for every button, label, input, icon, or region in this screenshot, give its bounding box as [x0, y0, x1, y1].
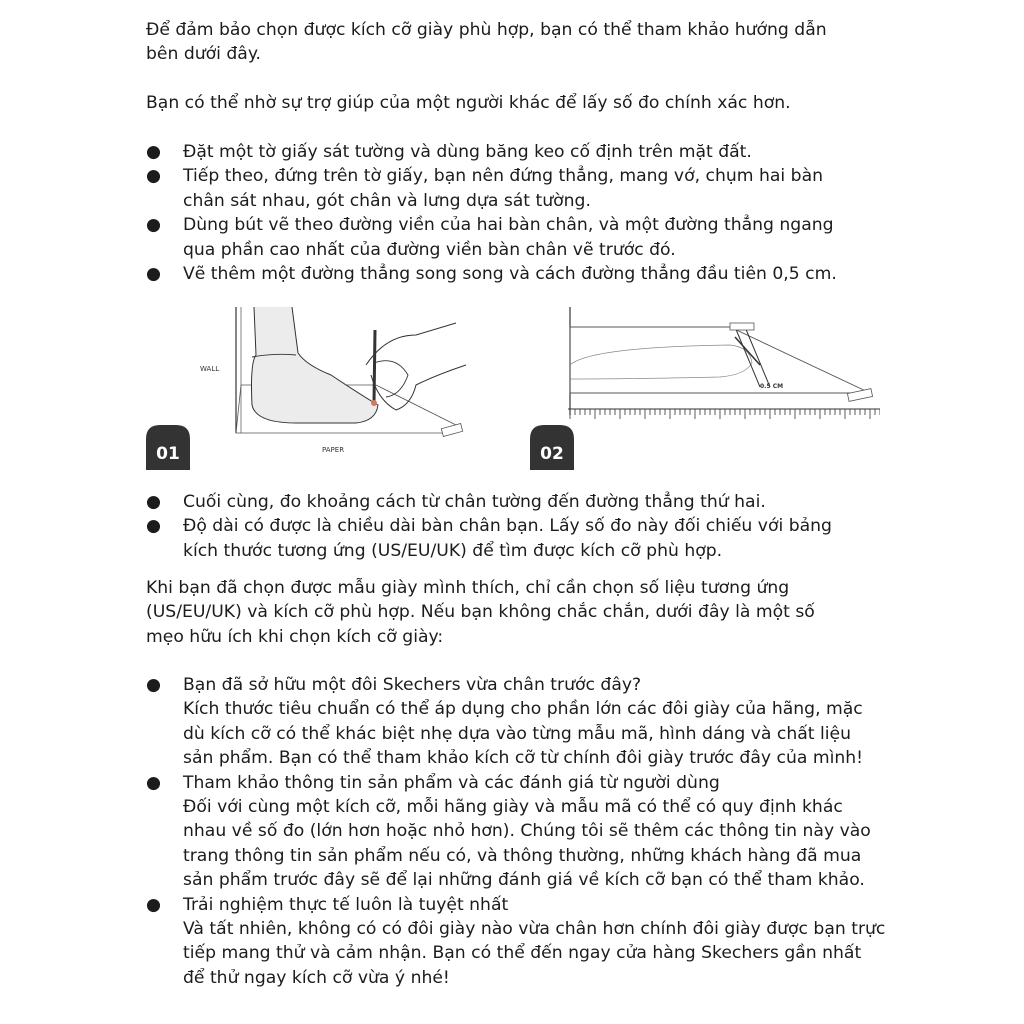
bullet-icon: ●	[146, 772, 161, 793]
intro-paragraph	[146, 18, 876, 67]
figure-number-02: 02	[540, 444, 564, 464]
foot-tracing-illustration	[146, 305, 486, 470]
intro-line-1: Để đảm bảo chọn được kích cỡ giày phù hợp, bạn có thể tham khảo hướng dẫn	[146, 20, 827, 40]
tip-title: Trải nghiệm thực tế luôn là tuyệt nhất	[183, 894, 509, 915]
list-item	[146, 893, 886, 991]
list-item	[146, 771, 886, 893]
tip-title: Bạn đã sở hữu một đôi Skechers vừa chân trước đây?	[183, 675, 642, 695]
choose-line-3: mẹo hữu ích khi chọn kích cỡ giày:	[146, 626, 444, 647]
tips-list	[146, 673, 886, 990]
bullet-icon: ●	[146, 166, 161, 187]
steps-list	[146, 140, 846, 286]
figure-number-01: 01	[156, 444, 180, 464]
intro-line-2: bên dưới đây.	[146, 44, 262, 65]
list-item: ● Dùng bút vẽ theo đường viền của hai bàn chân, và một đường thẳng ngang qua phần cao nhất của đường viền bàn chân vẽ trước đó.	[146, 215, 834, 260]
wall-label: WALL	[200, 365, 220, 373]
list-item: ● Vẽ thêm một đường thẳng song song và cách đường thẳng đầu tiên 0,5 cm.	[146, 262, 846, 286]
bullet-icon: ●	[146, 142, 161, 162]
bullet-icon: ●	[146, 264, 161, 285]
bullet-icon: ●	[146, 215, 161, 236]
measure-label: 0.5 CM	[760, 383, 784, 390]
list-item	[146, 673, 886, 771]
tip-title: Tham khảo thông tin sản phẩm và các đánh giá từ người dùng	[183, 772, 720, 793]
list-item: ● Đặt một tờ giấy sát tường và dùng băng keo cố định trên mặt đất.	[146, 140, 846, 164]
tip-body: Đối với cùng một kích cỡ, mỗi hãng giày và mẫu mã có thể có quy định khác nhau về số đo (lớn hơn hoặc nhỏ hơn). Chúng tôi sẽ thêm các thông tin này vào trang thông tin sản phẩm nếu có, và thông thường, những khách hàng đã mua sản phẩm trước đây sẽ để lại những đánh giá về kích cỡ bạn có thể tham khảo.	[183, 797, 871, 891]
figure-02-measure-line	[530, 305, 880, 470]
figure-01-foot-against-wall	[146, 305, 486, 470]
ruler-icon	[570, 409, 880, 419]
measure-illustration	[530, 305, 880, 470]
bullet-icon: ●	[146, 894, 161, 915]
bullet-icon: ●	[146, 492, 161, 512]
help-paragraph: Bạn có thể nhờ sự trợ giúp của một người khác để lấy số đo chính xác hơn.	[146, 93, 791, 113]
choose-paragraph	[146, 576, 846, 649]
list-item: ● Cuối cùng, đo khoảng cách từ chân tường đến đường thẳng thứ hai.	[146, 490, 846, 514]
tip-body: Và tất nhiên, không có có đôi giày nào vừa chân hơn chính đôi giày được bạn trực tiếp mang thử và cảm nhận. Bạn có thể đến ngay cửa hàng Skechers gần nhất để thử ngay kích cỡ vừa ý nhé!	[183, 919, 886, 988]
choose-line-2: (US/EU/UK) và kích cỡ phù hợp. Nếu bạn không chắc chắn, dưới đây là một số	[146, 602, 815, 623]
bullet-icon: ●	[146, 516, 161, 537]
final-steps-list	[146, 490, 846, 563]
list-item: ● Tiếp theo, đứng trên tờ giấy, bạn nên đứng thẳng, mang vớ, chụm hai bàn chân sát nhau, gót chân và lưng dựa sát tường.	[146, 166, 823, 211]
tip-body: Kích thước tiêu chuẩn có thể áp dụng cho phần lớn các đôi giày của hãng, mặc dù kích cỡ có thể khác biệt nhẹ dựa vào từng mẫu mã, hình dáng và chất liệu sản phẩm. Bạn có thể tham khảo kích cỡ từ chính đôi giày trước đây của mình!	[183, 699, 864, 769]
paper-label: PAPER	[322, 446, 345, 454]
bullet-icon: ●	[146, 675, 161, 695]
choose-line-1: Khi bạn đã chọn được mẫu giày mình thích, chỉ cần chọn số liệu tương ứng	[146, 578, 790, 598]
list-item: ● Độ dài có được là chiều dài bàn chân bạn. Lấy số đo này đối chiếu với bảng kích thước tương ứng (US/EU/UK) để tìm được kích cỡ phù hợp.	[146, 516, 832, 561]
